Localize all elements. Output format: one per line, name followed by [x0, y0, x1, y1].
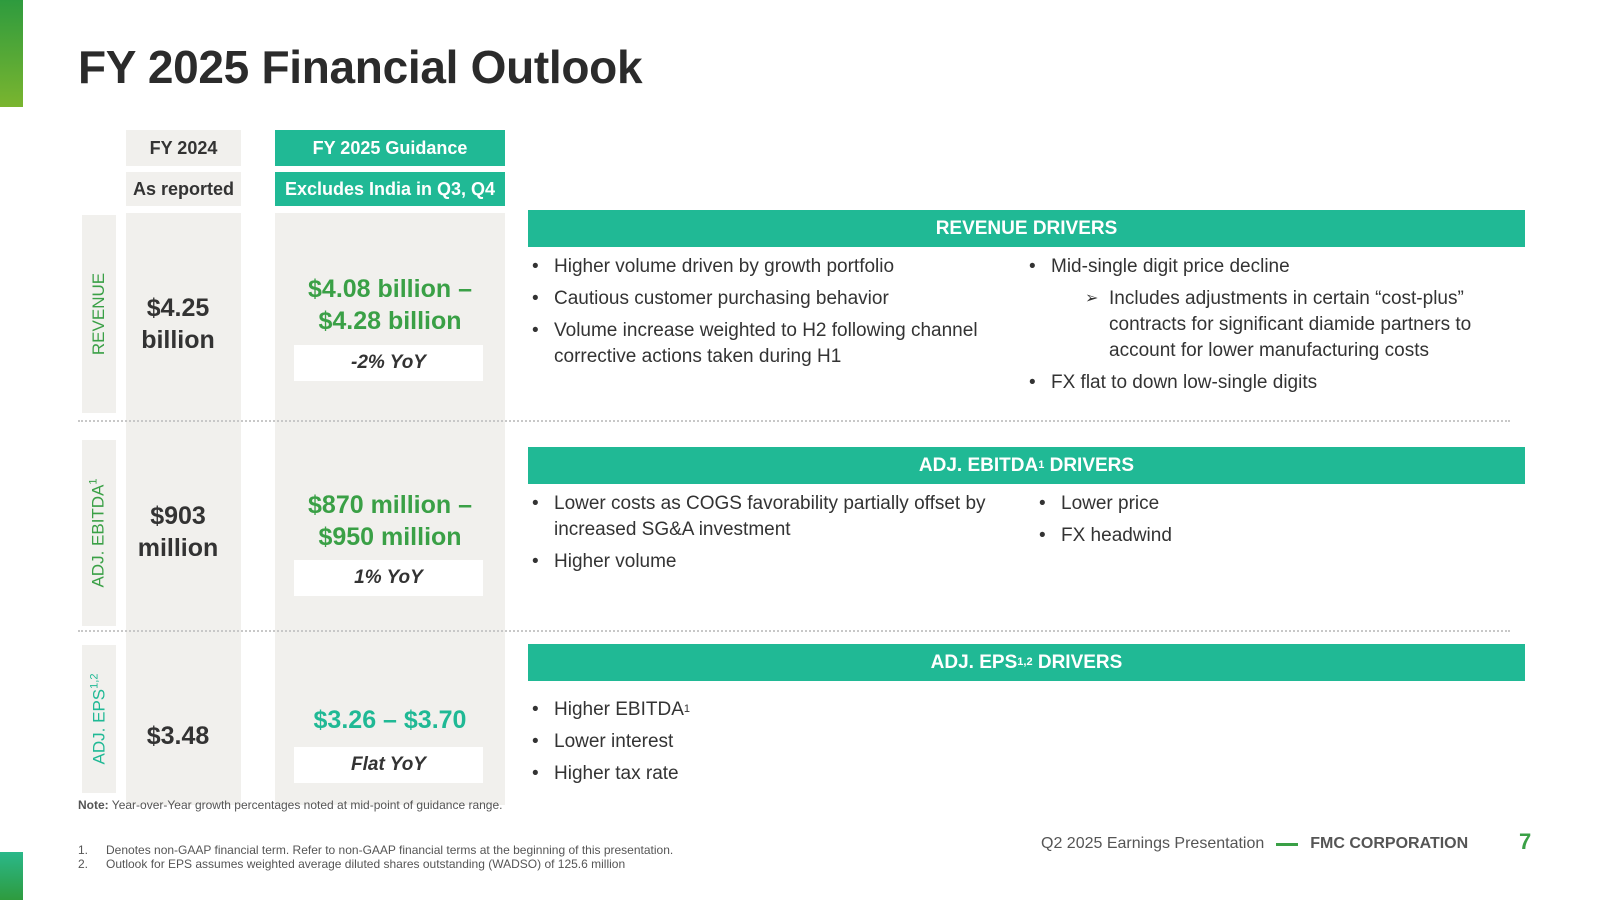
fy2024-header: FY 2024: [126, 130, 241, 166]
footer-dash: [1276, 843, 1298, 846]
eps-drivers-list: [528, 697, 1028, 793]
eps-row-label-text: ADJ. EPS$^{1,2}$: [88, 673, 109, 765]
fy2025-subheader: Excludes India in Q3, Q4: [275, 172, 505, 206]
bottom-accent-bar: [0, 852, 23, 900]
guidance-note: Note: Year-over-Year growth percentages noted at mid-point of guidance range.: [78, 798, 503, 812]
list-item: • Mid-single digit price decline: [1025, 254, 1515, 280]
footer-presentation-name: Q2 2025 Earnings Presentation: [1041, 835, 1265, 852]
eps-guidance-value: $3.26 – $3.70: [313, 706, 467, 734]
list-item: • Volume increase weighted to H2 following channel corrective actions taken during H1: [528, 318, 1018, 370]
eps-row-label: [82, 645, 116, 793]
top-accent-bar: [0, 0, 23, 107]
list-item: • Higher volume driven by growth portfolio: [528, 254, 1018, 280]
revenue-row-label-text: REVENUE: [89, 272, 108, 356]
ebitda-guidance-value: $870 million – $950 million: [308, 491, 472, 551]
footnote-2: 2. Outlook for EPS assumes weighted average diluted shares outstanding (WADSO) of 125.6 million: [78, 857, 626, 871]
footnotes: [78, 843, 673, 871]
ebitda-row-label-text: ADJ. EBITDA$^1$: [88, 478, 108, 588]
list-item: • Higher volume: [528, 549, 1028, 575]
revenue-row-label: [82, 215, 116, 413]
list-item: • FX headwind: [1035, 523, 1335, 549]
list-item: • Higher tax rate: [528, 761, 1028, 787]
ebitda-fy2024-value: $903 million: [137, 502, 219, 562]
sub-list-item: ➢ Includes adjustments in certain “cost-plus” contracts for significant diamide partners to account for lower manufacturing costs: [1025, 286, 1515, 364]
revenue-fy2024-value: $4.25 billion: [141, 294, 215, 354]
eps-yoy-badge: Flat YoY: [294, 747, 483, 783]
row-divider-2: [78, 630, 1510, 632]
revenue-drivers-left-list: [528, 254, 1018, 376]
revenue-guidance-value: $4.08 billion – $4.28 billion: [308, 275, 472, 335]
ebitda-drivers-left-list: [528, 491, 1028, 581]
footer-company-name: FMC CORPORATION: [1310, 835, 1469, 852]
revenue-drivers-right-list: [1025, 254, 1515, 402]
list-item: • FX flat to down low-single digits: [1025, 370, 1515, 396]
eps-fy2024-value: $3.48: [146, 722, 210, 750]
footer: [1041, 835, 1468, 853]
ebitda-yoy-badge: 1% YoY: [294, 560, 483, 596]
footnote-1: 1. Denotes non-GAAP financial term. Refer to non-GAAP financial terms at the beginning of this presentation.: [78, 843, 674, 857]
row-divider-1: [78, 420, 1510, 422]
revenue-yoy-badge: -2% YoY: [294, 345, 483, 381]
eps-drivers-header: ADJ. EPS $^{1,2}$ DRIVERS: [528, 644, 1525, 681]
ebitda-row-label: [82, 440, 116, 626]
ebitda-drivers-header: ADJ. EBITDA $^1$ DRIVERS: [528, 447, 1525, 484]
fy2024-subheader: As reported: [126, 172, 241, 206]
list-item: • Lower price: [1035, 491, 1335, 517]
page-title: FY 2025 Financial Outlook: [78, 41, 643, 93]
list-item: • Higher EBITDA$^1$: [528, 697, 1028, 723]
list-item: • Cautious customer purchasing behavior: [528, 286, 1018, 312]
revenue-drivers-header: REVENUE DRIVERS: [528, 210, 1525, 247]
list-item: • Lower costs as COGS favorability partially offset by increased SG&A investment: [528, 491, 1028, 543]
list-item: • Lower interest: [528, 729, 1028, 755]
ebitda-drivers-right-list: [1035, 491, 1335, 555]
page-number: 7: [1519, 829, 1532, 854]
fy2025-header: FY 2025 Guidance: [275, 130, 505, 166]
